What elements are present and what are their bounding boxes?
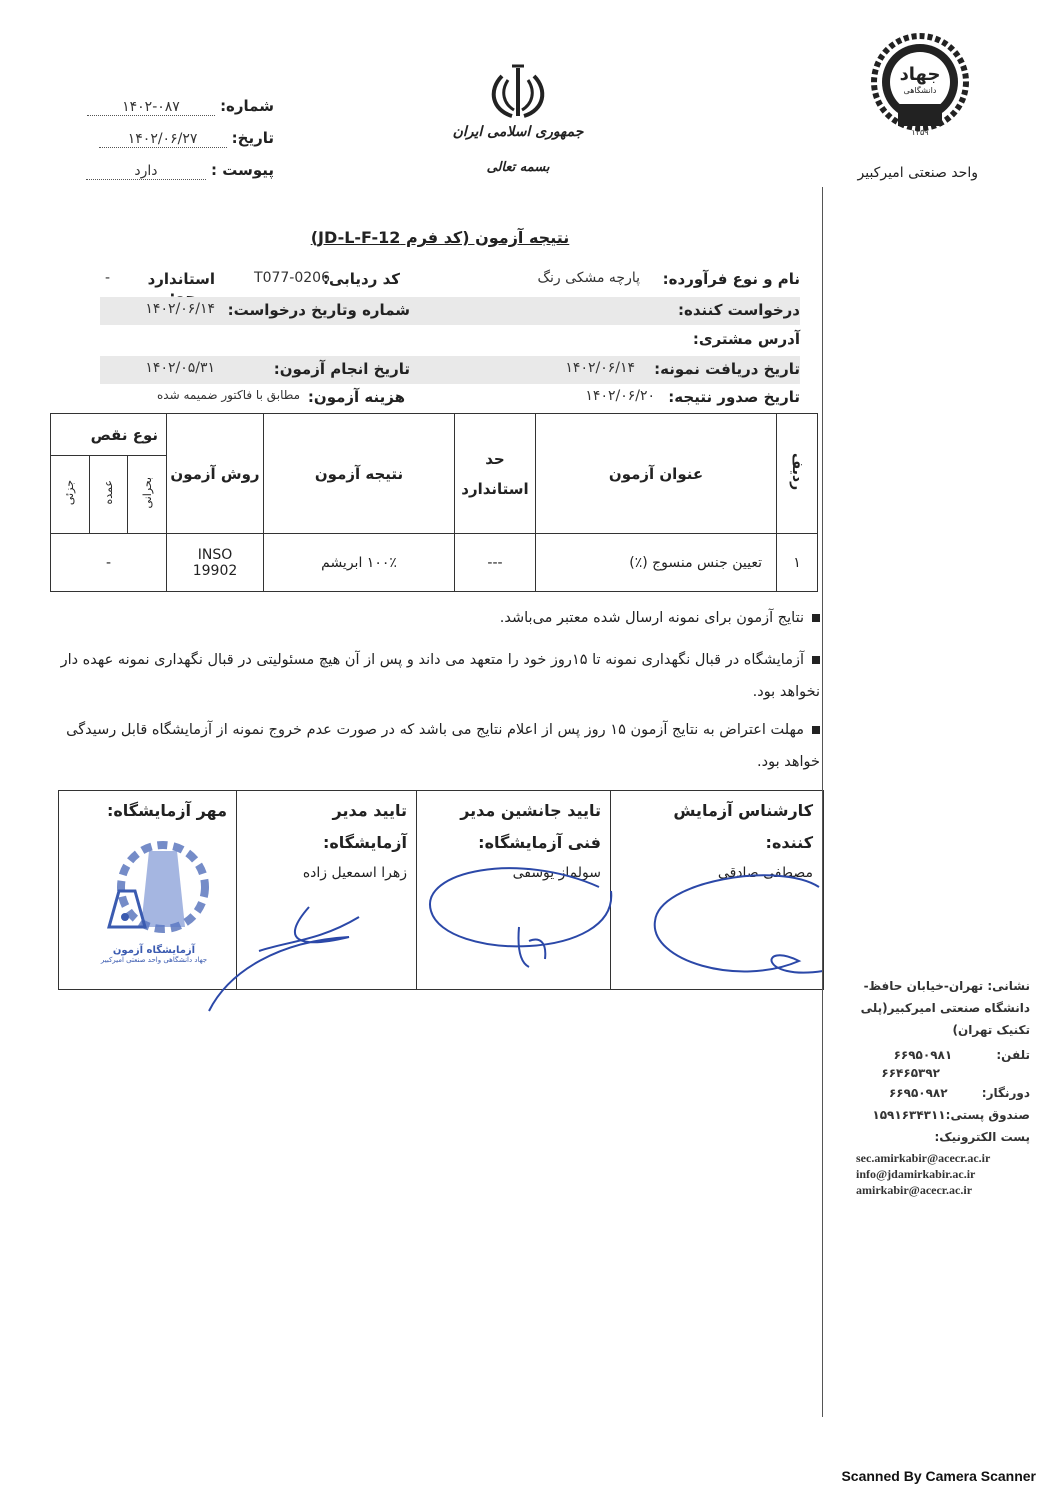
form-title: نتیجه آزمون (کد فرم JD-L-F-12)	[310, 228, 570, 247]
tracking-label: کد ردیابی:	[322, 270, 400, 288]
signatures-ink	[59, 791, 823, 1031]
email-3[interactable]: amirkabir@acecr.ac.ir	[856, 1183, 973, 1197]
issue-date-label: تاریخ صدور نتیجه:	[668, 388, 800, 406]
date-row	[78, 128, 274, 148]
date-value: ۱۴۰۲/۰۶/۲۷	[99, 131, 227, 148]
bullet-icon	[812, 614, 820, 622]
reference-value: -	[104, 270, 110, 286]
expert-signature-icon	[655, 875, 823, 972]
logo-year: ۱۳۵۹	[911, 128, 929, 137]
god-text: بسمه تعالی	[486, 160, 550, 175]
number-label: شماره:	[220, 97, 274, 115]
applicant-label: درخواست کننده:	[677, 301, 800, 319]
iran-emblem	[478, 62, 558, 122]
receive-date-value: ۱۴۰۲/۰۶/۱۴	[565, 360, 635, 376]
col-result-header: نتیجه آزمون	[264, 414, 455, 534]
contact-address: نشانی: تهران-خیابان حافظ- دانشگاه صنعتی امیرکبیر(پلی تکنیک تهران)	[860, 979, 1030, 1037]
deputy-name: سولماز یوسفی	[512, 865, 601, 881]
info-row-4	[100, 356, 800, 384]
deputy-signature-icon	[430, 868, 611, 967]
row-result: ۱۰۰٪ ابریشم	[264, 534, 455, 592]
logo-text: جهاد	[899, 64, 941, 85]
signature-box	[58, 790, 824, 990]
logo-subtext: دانشگاهی	[903, 86, 937, 95]
info-row-2	[100, 297, 800, 325]
manager-signature-icon	[209, 907, 359, 1011]
col-row-header: ردیف	[777, 414, 818, 534]
row-method: INSO 19902	[167, 534, 264, 592]
info-row-3	[100, 330, 800, 356]
attachment-label: پیوست :	[210, 161, 274, 179]
expert-title: کارشناس آزمایش کننده:	[673, 801, 813, 852]
contact-phone-2: ۶۶۴۶۵۳۹۲	[881, 1066, 940, 1080]
national-emblem-icon	[478, 62, 558, 122]
manager-name: زهرا اسمعیل زاده	[302, 865, 407, 881]
attachment-value: دارد	[86, 163, 206, 180]
request-no-label: شماره وتاریخ درخواست:	[227, 301, 410, 319]
info-row-1	[100, 270, 800, 296]
defect-minor-header: جزئی	[51, 456, 90, 534]
table-row	[51, 534, 818, 592]
email-1[interactable]: sec.amirkabir@acecr.ac.ir	[856, 1151, 991, 1165]
scanner-footer: Scanned By Camera Scanner	[841, 1468, 1036, 1484]
stamp-title: مهر آزمایشگاه:	[106, 801, 227, 820]
contact-phone: تلفن: ۶۶۹۵۰۹۸۱	[893, 1048, 1030, 1062]
note-1: نتایج آزمون برای نمونه ارسال شده معتبر می‌باشد.	[50, 602, 820, 634]
col-defect-header: نوع نقص	[51, 414, 167, 456]
jahad-logo	[868, 30, 972, 142]
number-value: ۱۴۰۲-۰۸۷	[87, 99, 215, 116]
expert-name: مصطفی صادقی	[717, 865, 813, 881]
test-date-label: تاریخ انجام آزمون:	[273, 360, 410, 378]
contact-pobox: صندوق پستی:۱۵۹۱۶۳۴۳۱۱	[872, 1108, 1030, 1122]
results-table	[50, 413, 818, 592]
reference-label: استاندارد	[147, 270, 215, 288]
note-2: آزمایشگاه در قبال نگهداری نمونه تا ۱۵روز خود را متعهد می داند و پس از آن هیچ مسئولیتی در قبال نگهداری نمونه عهده دار نخواهد بود.	[60, 652, 820, 700]
bullet-icon	[812, 656, 820, 664]
col-title-header: عنوان آزمون	[536, 414, 777, 534]
info-row-5	[50, 388, 800, 414]
manager-title: تایید مدیر آزمایشگاه:	[322, 801, 407, 852]
row-index: ۱	[777, 534, 818, 592]
number-row	[78, 96, 274, 116]
col-limit-header: حد استاندارد	[455, 414, 536, 534]
attachment-row	[78, 160, 274, 180]
defect-critical-header: بحرانی	[128, 456, 167, 534]
unit-name: واحد صنعتی امیرکبیر	[857, 165, 978, 181]
cost-label: هزینه آزمون:	[307, 388, 405, 406]
email-2[interactable]: info@jdamirkabir.ac.ir	[856, 1167, 976, 1181]
row-title: تعیین جنس منسوج (٪)	[536, 534, 777, 592]
product-value: پارچه مشکی رنگ	[537, 270, 640, 286]
tracking-value: T077-0206	[254, 270, 330, 286]
side-divider	[822, 187, 823, 1417]
contact-email-label: پست الکترونیک:	[934, 1130, 1030, 1144]
note-3: مهلت اعتراض به نتایج آزمون ۱۵ روز پس از اعلام نتایج می باشد که در صورت عدم خروج نمونه از آزمایشگاه قابل رسیدگی خواهد بود.	[66, 722, 820, 770]
stamp-text-2: جهاد دانشگاهی واحد صنعتی امیرکبیر	[100, 956, 208, 964]
date-label: تاریخ:	[231, 129, 274, 147]
receive-date-label: تاریخ دریافت نمونه:	[654, 360, 800, 378]
address-label: آدرس مشتری:	[692, 330, 800, 348]
row-defect: -	[51, 534, 167, 592]
contact-fax: دورنگار: ۶۶۹۵۰۹۸۲	[888, 1086, 1030, 1100]
row-limit: ---	[455, 534, 536, 592]
stamp-text-1: آزمایشگاه آزمون	[112, 945, 196, 956]
contact-emails	[856, 1150, 1036, 1198]
republic-text: جمهوری اسلامی ایران	[452, 124, 584, 140]
bullet-icon	[812, 726, 820, 734]
defect-major-header: عمده	[89, 456, 128, 534]
col-method-header: روش آزمون	[167, 414, 264, 534]
product-label: نام و نوع فرآورده:	[662, 270, 800, 288]
cost-value: مطابق با فاکتور ضمیمه شده	[156, 388, 300, 402]
issue-date-value: ۱۴۰۲/۰۶/۲۰	[585, 388, 655, 404]
test-date-value: ۱۴۰۲/۰۵/۳۱	[145, 360, 215, 376]
request-no-value: ۱۴۰۲/۰۶/۱۴	[145, 301, 215, 317]
deputy-title: تایید جانشین مدیر فنی آزمایشگاه:	[460, 801, 601, 852]
